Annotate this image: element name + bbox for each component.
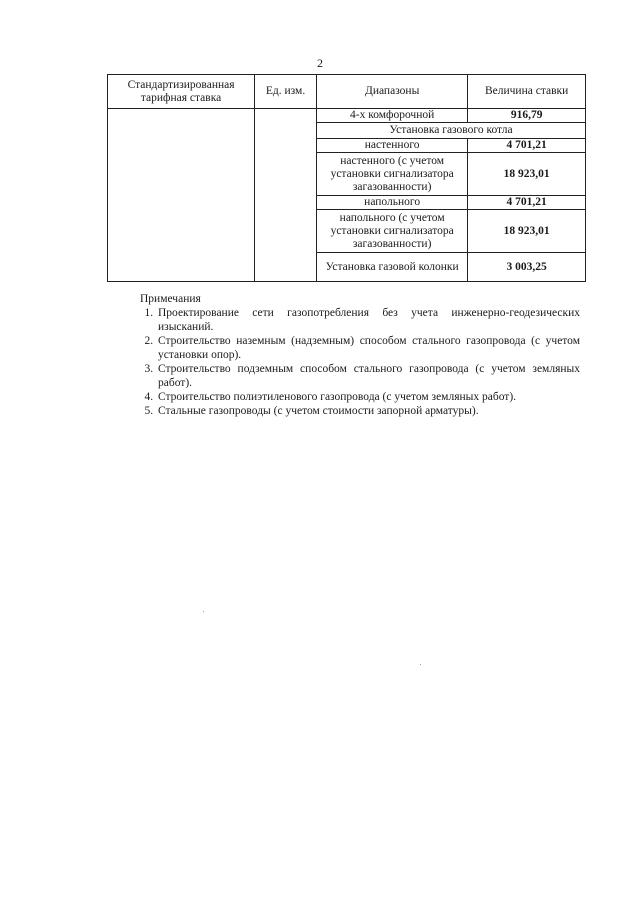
table-header-row	[108, 75, 586, 109]
range-cell: настенного	[317, 139, 468, 153]
table-row	[108, 109, 586, 123]
notes-section	[140, 292, 580, 418]
note-item: 1. Проектирование сети газопотребления без учета инженерно-геодезических изысканий.	[156, 306, 580, 334]
rate-cell-empty	[108, 109, 255, 282]
value-cell: 4 701,21	[468, 139, 586, 153]
note-item: 3. Строительство подземным способом стального газопровода (с учетом земляных работ).	[156, 362, 580, 390]
scan-speck	[203, 611, 204, 612]
header-range: Диапазоны	[317, 75, 468, 109]
note-item: 2. Строительство наземным (надземным) способом стального газопровода (с учетом установки опор).	[156, 334, 580, 362]
header-value: Величина ставки	[468, 75, 586, 109]
header-rate: Стандартизированная тарифная ставка	[108, 75, 255, 109]
range-cell: напольного	[317, 196, 468, 210]
value-cell: 18 923,01	[468, 210, 586, 253]
unit-cell-empty	[255, 109, 317, 282]
tariff-table	[107, 74, 586, 282]
group-cell: Установка газового котла	[317, 123, 586, 139]
value-cell: 3 003,25	[468, 253, 586, 282]
scan-speck	[420, 664, 421, 665]
range-cell: напольного (с учетом установки сигнализатора загазованности)	[317, 210, 468, 253]
note-item: 4. Строительство полиэтиленового газопровода (с учетом земляных работ).	[156, 390, 580, 404]
note-item: 5. Стальные газопроводы (с учетом стоимости запорной арматуры).	[156, 404, 580, 418]
page-number: 2	[317, 56, 323, 70]
notes-list	[140, 306, 580, 418]
range-cell: настенного (с учетом установки сигнализатора загазованности)	[317, 153, 468, 196]
value-cell: 4 701,21	[468, 196, 586, 210]
notes-title: Примечания	[140, 293, 201, 305]
range-cell: Установка газовой колонки	[317, 253, 468, 282]
value-cell: 916,79	[468, 109, 586, 123]
value-cell: 18 923,01	[468, 153, 586, 196]
range-cell: 4-х комфорочной	[317, 109, 468, 123]
header-unit: Ед. изм.	[255, 75, 317, 109]
